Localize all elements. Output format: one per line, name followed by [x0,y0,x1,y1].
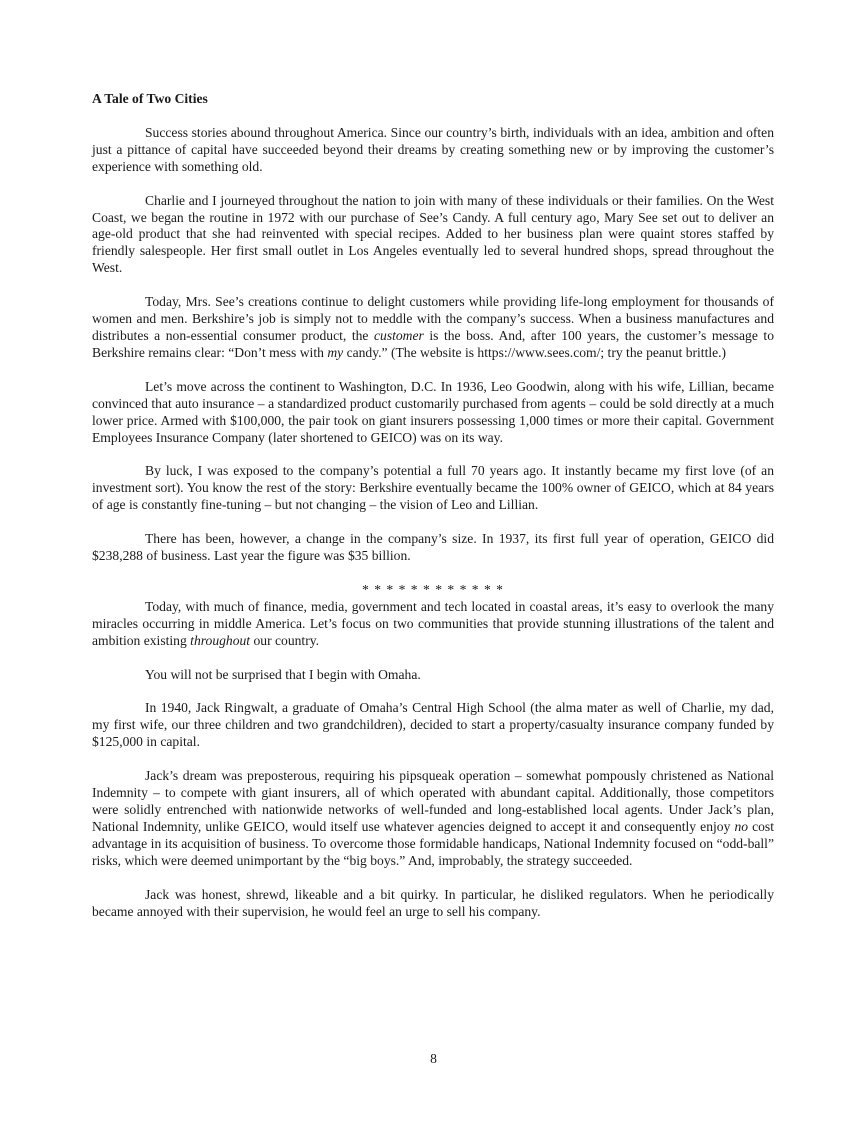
section-separator: * * * * * * * * * * * * [362,581,504,597]
paragraph-11: Jack was honest, shrewd, likeable and a bit quirky. In particular, he disliked regulators. When he periodically became annoyed with their supervision, he would feel an urge to sell his company. [92,886,774,919]
paragraph-3-text-c: candy.” (The website is https://www.sees.com/; try the peanut brittle.) [343,344,727,360]
paragraph-1: Success stories abound throughout America. Since our country’s birth, individuals with an idea, ambition and often just a pittance of capital have succeeded beyond their dreams by creating something new or by improving the customer’s experience with something old. [92,124,774,174]
paragraph-10-text-a: Jack’s dream was preposterous, requiring his pipsqueak operation – somewhat pompously christened as National Indemnity – to compete with giant insurers, all of which operated with abundant capital. Additionally, those competitors were solidly entrenched with nationwide networks of well-funded and long-established local agents. Under Jack’s plan, National Indemnity, unlike GEICO, would itself use whatever agencies deigned to accept it and consequently enjoy [92,768,774,834]
paragraph-4: Let’s move across the continent to Washington, D.C. In 1936, Leo Goodwin, along with his wife, Lillian, became convinced that auto insurance – a standardized product customarily purchased from agents – could be sold directly at a much lower price. Armed with $100,000, the pair took on giant insurers possessing 1,000 times or more their capital. Government Employees Insurance Company (later shortened to GEICO) was on its way. [92,378,774,445]
paragraph-10 [92,768,774,869]
paragraph-10-text-b: cost advantage in its acquisition of business. To overcome those formidable handicaps, National Indemnity focused on “odd-ball” risks, which were deemed unimportant by the “big boys.” And, improbably, the strategy succeeded. [92,818,774,868]
document-body [92,91,774,920]
paragraph-5: By luck, I was exposed to the company’s potential a full 70 years ago. It instantly became my first love (of an investment sort). You know the rest of the story: Berkshire eventually became the 100% owner of GEICO, which at 84 years of age is constantly fine-tuning – but not changing – the vision of Leo and Lillian. [92,463,774,513]
emphasis-no: no [734,818,749,834]
paragraph-2: Charlie and I journeyed throughout the nation to join with many of these individuals or their families. On the West Coast, we began the routine in 1972 with our purchase of See’s Candy. A full century ago, Mary See set out to deliver an age-old product that she had reinvented with special recipes. Added to her business plan were quaint stores staffed by friendly salespeople. Her first small outlet in Los Angeles eventually led to several hundred shops, spread throughout the West. [92,192,774,276]
emphasis-my: my [327,344,344,360]
paragraph-7-text-b: our country. [250,632,320,648]
emphasis-customer: customer [373,327,424,343]
page-number: 8 [430,1051,437,1066]
paragraph-3 [92,294,774,362]
paragraph-6: There has been, however, a change in the company’s size. In 1937, its first full year of operation, GEICO did $238,288 of business. Last year the figure was $35 billion. [92,531,774,564]
paragraph-3-text-b: is the boss. And, after 100 years, the customer’s message to Berkshire remains clear: “Don’t mess with [92,327,774,360]
section-title: A Tale of Two Cities [92,91,208,106]
paragraph-8: You will not be surprised that I begin with Omaha. [145,666,421,682]
paragraph-7 [92,599,774,650]
paragraph-9: In 1940, Jack Ringwalt, a graduate of Omaha’s Central High School (the alma mater as well of Charlie, my dad, my first wife, our three children and two grandchildren), decided to start a property/casualty insurance company funded by $125,000 in capital. [92,700,774,750]
paragraph-3-text-a: Today, Mrs. See’s creations continue to delight customers while providing life-long employment for thousands of women and men. Berkshire’s job is simply not to meddle with the company’s success. When a business manufactures and distributes a non-essential consumer product, the [92,294,774,343]
paragraph-7-text-a: Today, with much of finance, media, government and tech located in coastal areas, it’s easy to overlook the many miracles occurring in middle America. Let’s focus on two communities that provide stunning illustrations of the talent and ambition existing [92,598,774,648]
emphasis-throughout: throughout [190,632,251,648]
